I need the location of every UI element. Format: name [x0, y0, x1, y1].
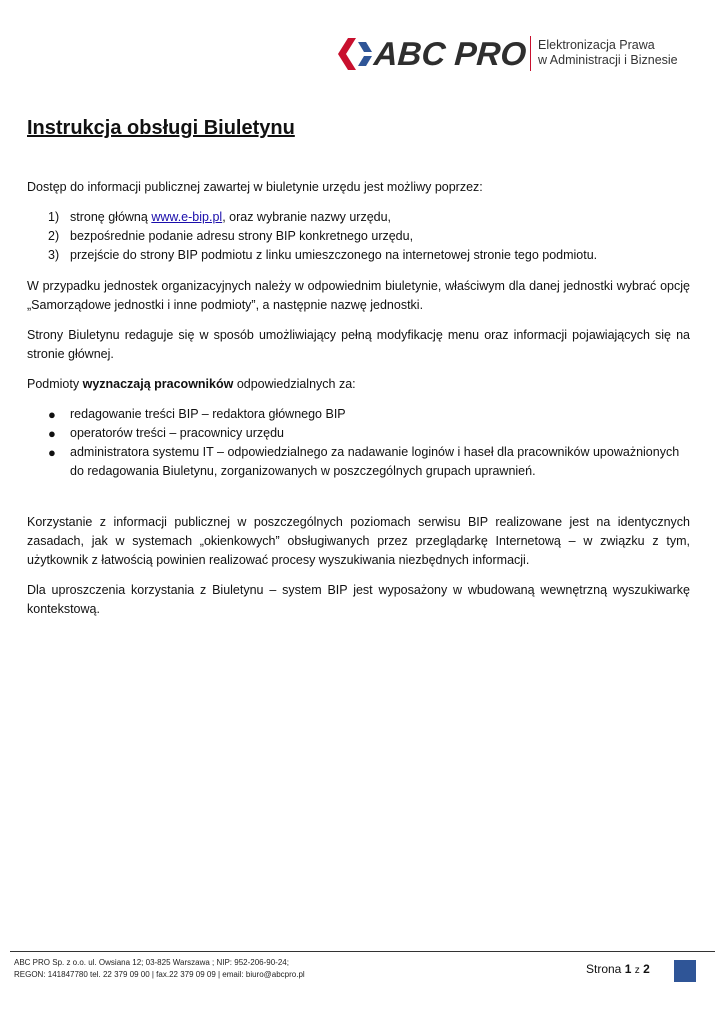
- abc-pro-logo-icon: [334, 34, 374, 74]
- page-total: 2: [643, 962, 650, 976]
- list-item-suffix: , oraz wybranie nazwy urzędu,: [222, 210, 392, 224]
- document-title: Instrukcja obsługi Biuletynu: [27, 117, 295, 139]
- document-body: [27, 178, 690, 630]
- footer-corner-square: [674, 960, 696, 982]
- usage-paragraph: Korzystanie z informacji publicznej w poszczególnych poziomach serwisu BIP realizowane jest na identycznych zasadach, jak w systemach „okienkowych” obsługiwanych przez przeglądarkę Internetową – w związku z tym, użytkownik z łatwością powinien realizować procesy wyszukiwania niezbędnych informacji.: [27, 515, 690, 567]
- search-paragraph: Dla uproszczenia korzystania z Biuletynu – system BIP jest wyposażony w wbudowaną wewnętrzną wyszukiwarkę kontekstową.: [27, 583, 690, 616]
- tagline-line-2: w Administracji i Biznesie: [538, 53, 678, 67]
- list-item-text: bezpośrednie podanie adresu strony BIP konkretnego urzędu,: [70, 229, 414, 243]
- page-current: 1: [624, 962, 632, 976]
- access-methods-list: [27, 208, 690, 265]
- footer-divider: [10, 951, 715, 952]
- list-item-text: redagowanie treści BIP – redaktora głównego BIP: [70, 407, 346, 421]
- list-item-prefix: stronę główną: [70, 210, 152, 224]
- bullet-icon: ●: [48, 407, 56, 422]
- staff-suffix: odpowiedzialnych za:: [233, 377, 356, 391]
- footer-line-1: ABC PRO Sp. z o.o. ul. Owsiana 12; 03-825 Warszawa ; NIP: 952-206-90-24;: [14, 958, 289, 967]
- page-number: [586, 962, 650, 976]
- list-number: 3): [48, 248, 60, 262]
- intro-paragraph: Dostęp do informacji publicznej zawartej w biuletynie urzędu jest możliwy poprzez:: [27, 180, 483, 194]
- list-item: [27, 246, 690, 265]
- logo-text: ABC PRO: [372, 35, 528, 72]
- footer-line-2: REGON: 141847780 tel. 22 379 09 00 | fax.22 379 09 09 | email: biuro@abcpro.pl: [14, 970, 305, 979]
- list-item: [27, 443, 690, 481]
- editing-paragraph: Strony Biuletynu redaguje się w sposób umożliwiający pełną modyfikację menu oraz informacji pojawiających się na stronie głównej.: [27, 328, 690, 361]
- footer-company-info: [14, 957, 305, 981]
- list-item: [27, 227, 690, 246]
- list-number: 2): [48, 229, 60, 243]
- staff-bold: wyznaczają pracowników: [82, 377, 234, 391]
- page-word: Strona: [586, 962, 622, 976]
- list-item-text: administratora systemu IT – odpowiedzialnego za nadawanie loginów i haseł dla pracowników upoważnionych do redagowania Biuletynu, zorganizowanych w poszczególnych grupach uprawnień.: [70, 445, 680, 478]
- bullet-icon: ●: [48, 426, 56, 441]
- tagline-line-1: Elektronizacja Prawa: [538, 38, 655, 52]
- list-item: [27, 208, 690, 227]
- staff-prefix: Podmioty: [27, 377, 83, 391]
- logo-tagline: [538, 38, 678, 68]
- list-item: [27, 405, 690, 424]
- bullet-icon: ●: [48, 445, 56, 460]
- list-number: 1): [48, 210, 60, 224]
- logo-divider: [530, 36, 531, 71]
- list-item-text: operatorów treści – pracownicy urzędu: [70, 426, 284, 440]
- page-separator: z: [634, 965, 640, 976]
- staff-paragraph: [27, 375, 690, 394]
- responsibilities-list: [27, 405, 690, 481]
- list-item-text: przejście do strony BIP podmiotu z linku umieszczonego na internetowej stronie tego podmiotu.: [70, 248, 598, 262]
- company-logo: [334, 34, 684, 74]
- ebip-link[interactable]: www.e-bip.pl: [151, 210, 223, 224]
- list-item: [27, 424, 690, 443]
- units-paragraph: W przypadku jednostek organizacyjnych należy w odpowiednim biuletynie, właściwym dla danej jednostki wybrać opcję „Samorządowe jednostki i inne podmioty”, a następnie nazwę jednostki.: [27, 279, 690, 312]
